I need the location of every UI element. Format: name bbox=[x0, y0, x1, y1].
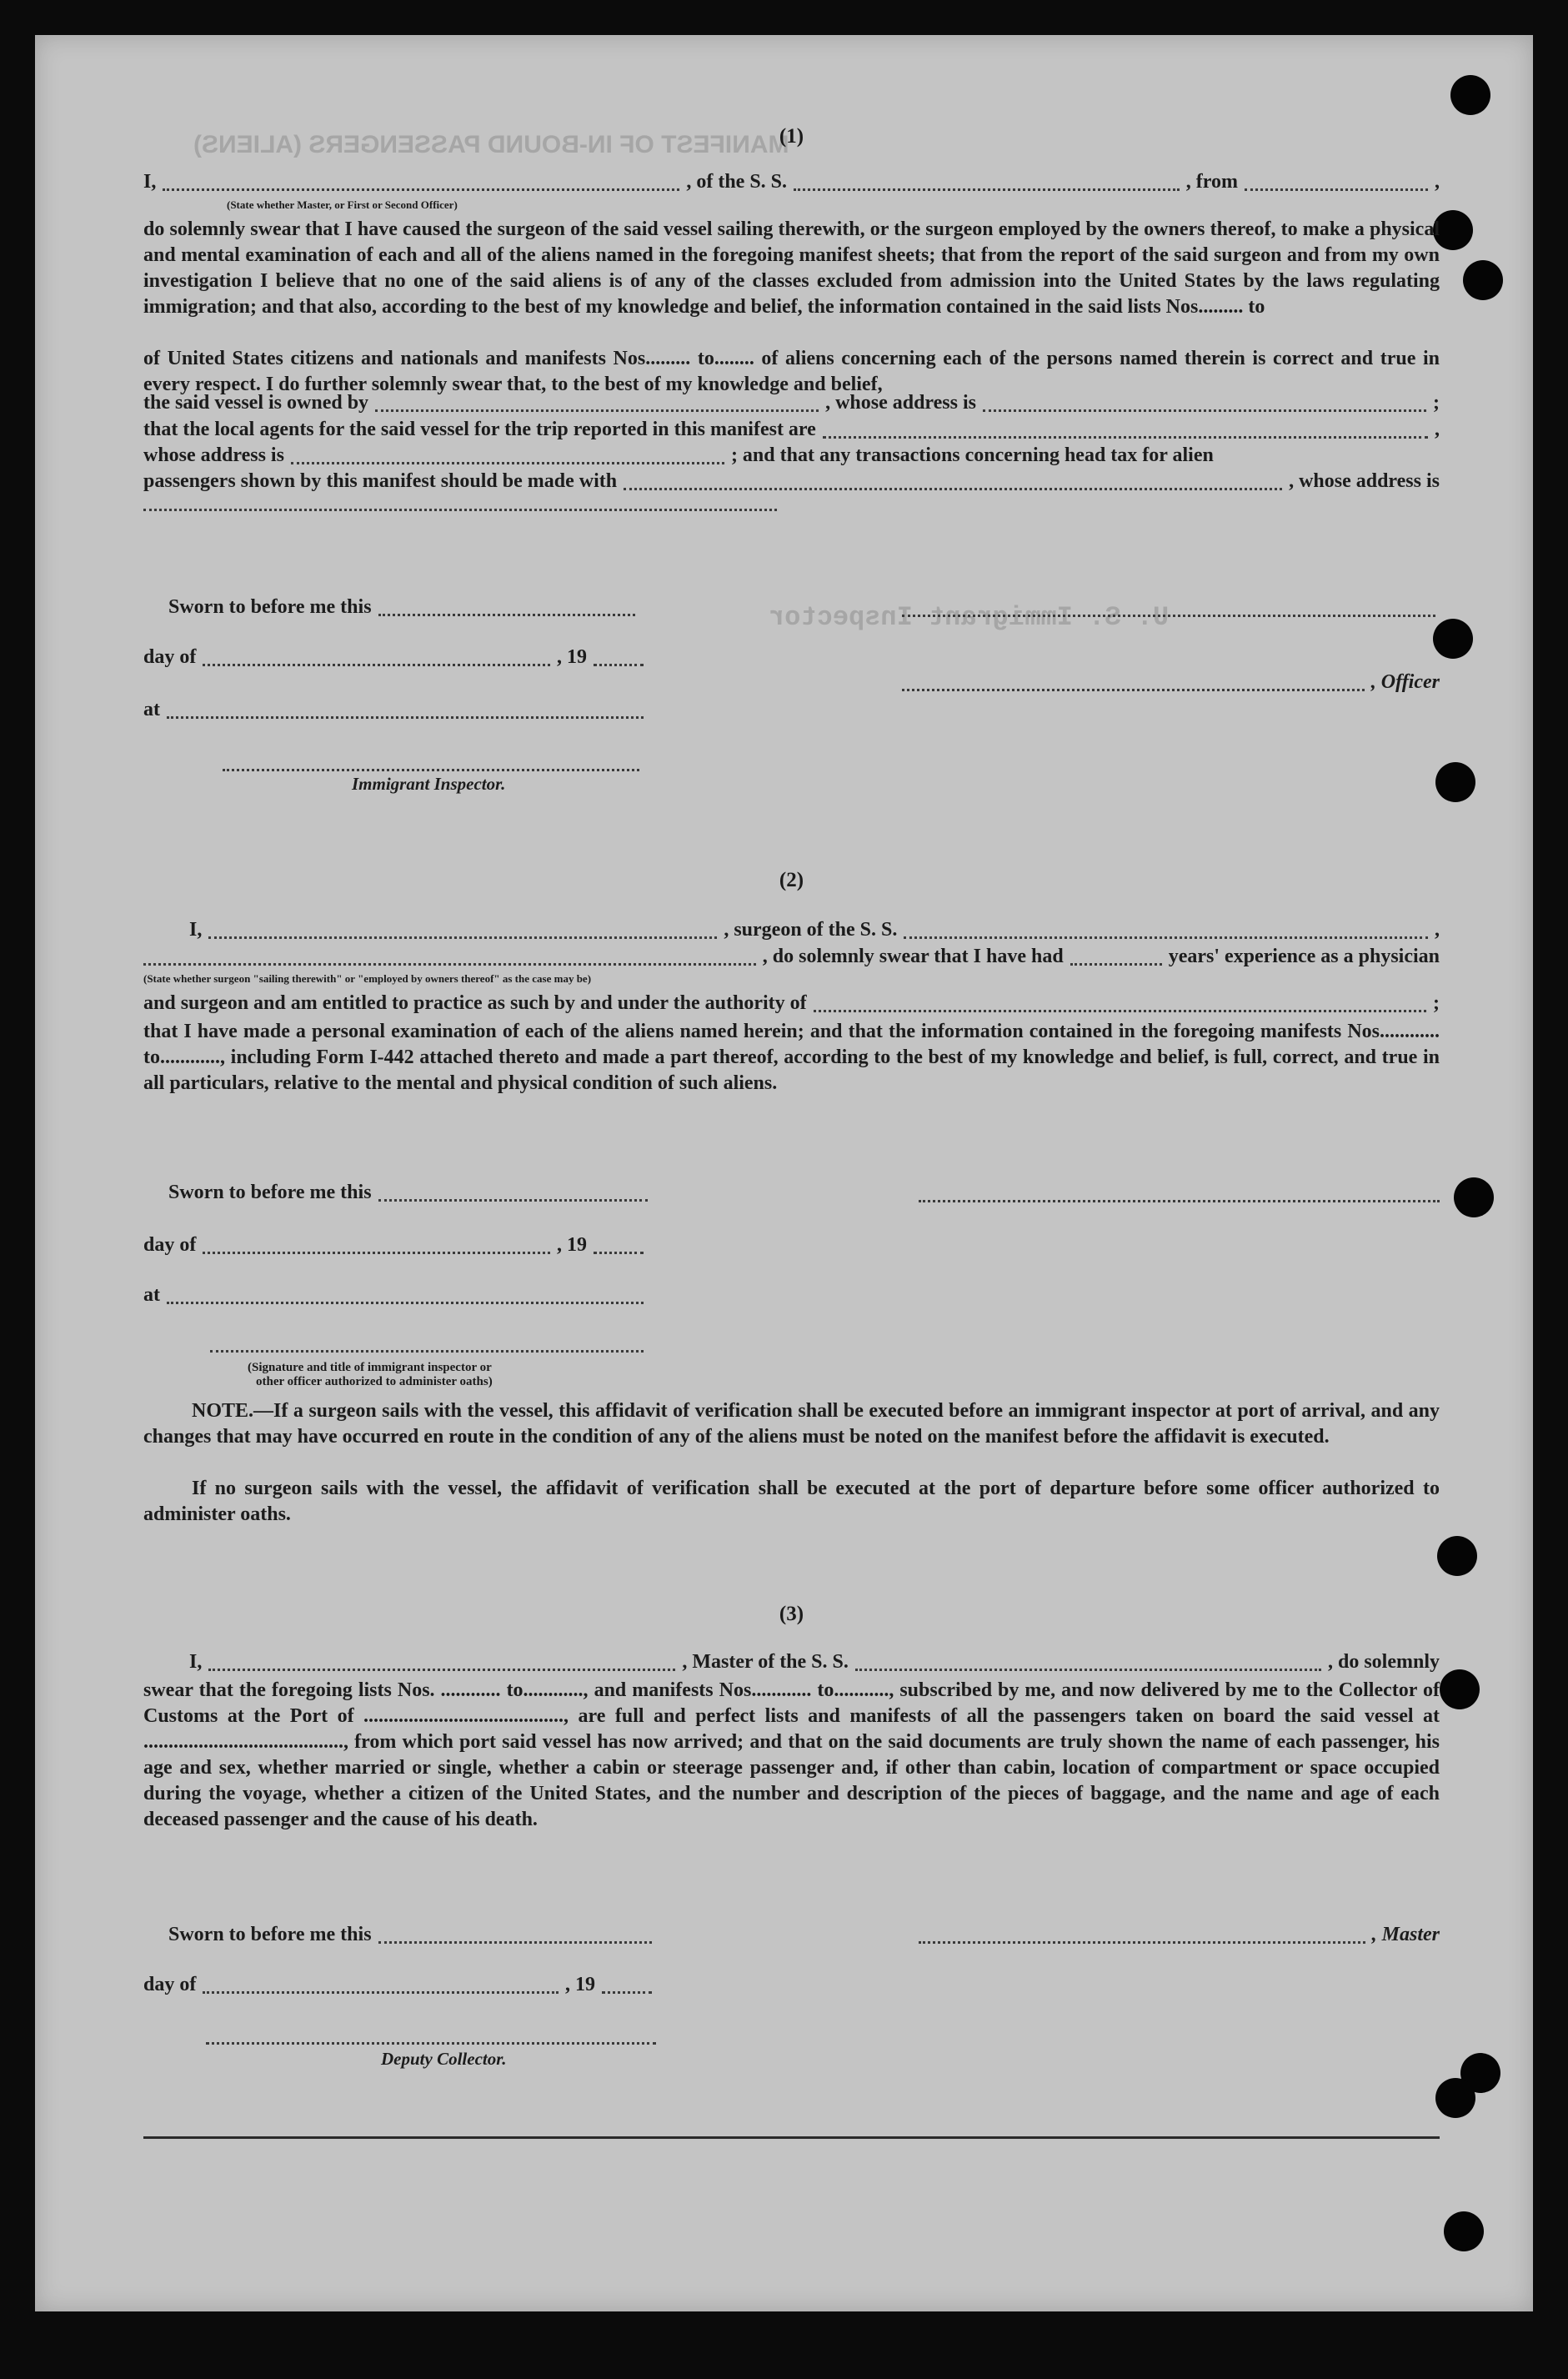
at-place-field[interactable] bbox=[167, 701, 644, 719]
at-line bbox=[143, 1284, 644, 1309]
label: years' experience as a physician bbox=[1168, 946, 1440, 967]
officer-sign-line bbox=[902, 671, 1440, 696]
label: Sworn to before me this bbox=[168, 596, 372, 618]
years-field[interactable] bbox=[1070, 948, 1162, 966]
sworn-date-field[interactable] bbox=[378, 1926, 652, 1944]
label: I, bbox=[189, 1651, 203, 1673]
vessel-name-field[interactable] bbox=[794, 173, 1180, 191]
punch-hole bbox=[1450, 75, 1490, 115]
surgeon-line bbox=[143, 919, 1440, 944]
agents-field[interactable] bbox=[823, 421, 1428, 439]
manifest-back-page bbox=[35, 35, 1533, 2311]
oath-paragraph-cont bbox=[143, 346, 1440, 398]
section-heading: (2) bbox=[779, 869, 804, 891]
label: , surgeon of the S. S. bbox=[724, 919, 898, 941]
administering-officer-signature-field[interactable] bbox=[210, 1348, 644, 1353]
punch-hole bbox=[1454, 1177, 1494, 1217]
section-heading: (3) bbox=[779, 1603, 804, 1625]
agents-address-field[interactable] bbox=[291, 447, 724, 464]
label: , bbox=[1435, 419, 1440, 440]
day-month-field[interactable] bbox=[203, 649, 550, 666]
label: at bbox=[143, 1284, 160, 1306]
label: I, bbox=[143, 171, 157, 193]
note-paragraph-2 bbox=[143, 1476, 1440, 1528]
officer-signature-top-field[interactable] bbox=[902, 613, 1435, 617]
officer-label: , Officer bbox=[1370, 671, 1440, 693]
master-signature-field[interactable] bbox=[919, 1926, 1365, 1944]
bleed-through-header: MANIFEST OF IN-BOUND PASSENGERS (ALIENS) bbox=[193, 131, 789, 158]
day-line bbox=[143, 1974, 652, 1999]
officer-signature-field[interactable] bbox=[902, 674, 1365, 691]
head-tax-party-field[interactable] bbox=[624, 473, 1282, 490]
oath-text: of United States citizens and nationals and manifests Nos......... to........ of aliens concerning each of the persons named therein is correct and true in every respect. I do further solemnly swear that, to the best of my knowledge and belief, bbox=[143, 348, 1440, 395]
day-line bbox=[143, 1234, 644, 1259]
punch-hole bbox=[1437, 1536, 1477, 1576]
punch-hole bbox=[1435, 762, 1475, 802]
officer-caption: (State whether Master, or First or Second Officer) bbox=[227, 198, 458, 211]
day-month-field[interactable] bbox=[203, 1237, 550, 1254]
punch-hole bbox=[1440, 1669, 1480, 1709]
owner-line bbox=[143, 392, 1440, 417]
sworn-line bbox=[168, 1924, 652, 1949]
day-line bbox=[143, 646, 644, 671]
vessel-name-field[interactable] bbox=[904, 921, 1428, 939]
master-oath-paragraph bbox=[143, 1678, 1440, 1833]
sig-caption-1: (Signature and title of immigrant inspector or bbox=[248, 1361, 492, 1374]
label: , 19 bbox=[565, 1974, 595, 1995]
label: ; bbox=[1433, 392, 1440, 414]
note-text: If no surgeon sails with the vessel, the affidavit of verification shall be executed at the port of departure before some officer authorized to administer oaths. bbox=[143, 1478, 1440, 1525]
label: that the local agents for the said vessel for the trip reported in this manifest are bbox=[143, 419, 816, 440]
label: I, bbox=[189, 919, 203, 941]
master-oath-line bbox=[143, 171, 1440, 196]
master-line bbox=[143, 1651, 1440, 1676]
section-heading: (1) bbox=[779, 125, 804, 148]
label: whose address is bbox=[143, 444, 284, 466]
surgeon-caption: (State whether surgeon "sailing therewith" or "employed by owners thereof" as the case may be) bbox=[143, 972, 592, 985]
agents-address-line bbox=[143, 444, 1440, 469]
master-label: , Master bbox=[1371, 1924, 1440, 1945]
deputy-collector-label: Deputy Collector. bbox=[381, 2049, 507, 2069]
sworn-line bbox=[168, 1182, 648, 1207]
head-tax-address-field[interactable] bbox=[143, 507, 777, 511]
punch-hole bbox=[1444, 2211, 1484, 2251]
inspector-signature-field[interactable] bbox=[223, 767, 639, 771]
officer-name-field[interactable] bbox=[163, 173, 679, 191]
owner-address-field[interactable] bbox=[983, 394, 1426, 412]
label: , bbox=[1435, 171, 1440, 193]
label: , do solemnly swear that I have had bbox=[762, 946, 1064, 967]
vessel-name-field[interactable] bbox=[855, 1654, 1321, 1671]
master-name-field[interactable] bbox=[208, 1654, 675, 1671]
oath-text: swear that the foregoing lists Nos. ............ to............, and manifests Nos............ to..........., subscribed by me, and now delivered by me to the Collector of Customs at the Port of ........................................, are full and perfect lists and manifests of all the passengers taken on board the said vessel at ........................................, from which port said vessel has now arrived; and that on the said documents are truly shown the name of each passenger, his age and sex, whether married or single, whether a cabin or steerage passenger and, if other than cabin, location of compartment or space occupied during the voyage, whether a citizen of the United States, and the number and description of the pieces of baggage, and the name and age of each deceased passenger and the cause of his death. bbox=[143, 1679, 1440, 1830]
label: , Master of the S. S. bbox=[682, 1651, 849, 1673]
head-tax-line bbox=[143, 470, 1440, 495]
years-line bbox=[143, 946, 1440, 971]
oath-paragraph bbox=[143, 217, 1440, 320]
authority-line bbox=[143, 992, 1440, 1017]
at-place-field[interactable] bbox=[167, 1287, 644, 1304]
sworn-date-field[interactable] bbox=[378, 1184, 648, 1202]
year-field[interactable] bbox=[602, 1976, 652, 1994]
master-sign-line bbox=[919, 1924, 1440, 1949]
label: and surgeon and am entitled to practice as such by and under the authority of bbox=[143, 992, 807, 1014]
punch-hole bbox=[1435, 2078, 1475, 2118]
authority-field[interactable] bbox=[814, 995, 1426, 1012]
sig-caption-2: other officer authorized to administer oaths) bbox=[256, 1375, 493, 1388]
surgeon-status-field[interactable] bbox=[143, 948, 756, 966]
day-month-field[interactable] bbox=[203, 1976, 559, 1994]
punch-hole bbox=[1463, 260, 1503, 300]
owner-field[interactable] bbox=[375, 394, 819, 412]
year-field[interactable] bbox=[594, 1237, 644, 1254]
surgeon-signature-field[interactable] bbox=[919, 1198, 1440, 1202]
year-field[interactable] bbox=[594, 649, 644, 666]
label: , of the S. S. bbox=[686, 171, 788, 193]
label: , bbox=[1435, 919, 1440, 941]
sworn-line bbox=[168, 596, 635, 621]
label: , whose address is bbox=[825, 392, 976, 414]
at-line bbox=[143, 699, 644, 724]
label: , 19 bbox=[557, 1234, 587, 1256]
label: ; and that any transactions concerning head tax for alien bbox=[730, 444, 1214, 466]
label: the said vessel is owned by bbox=[143, 392, 369, 414]
bottom-rule bbox=[143, 2136, 1440, 2139]
inspector-label: Immigrant Inspector. bbox=[352, 774, 506, 794]
surgeon-oath-paragraph bbox=[143, 1019, 1440, 1097]
label: day of bbox=[143, 1234, 197, 1256]
label: , from bbox=[1185, 171, 1238, 193]
agents-line bbox=[143, 419, 1440, 444]
label: at bbox=[143, 699, 160, 720]
bleed-through-stamp: U. S. Immigrant Inspector bbox=[769, 602, 1170, 633]
label: , 19 bbox=[557, 646, 587, 668]
oath-text: that I have made a personal examination of each of the aliens named herein; and that the information contained in the foregoing manifests Nos............ to............, including Form I-442 attached thereto and made a part thereof, according to the best of my knowledge and belief, is full, correct, and true in all particulars, relative to the mental and physical condition of such aliens. bbox=[143, 1021, 1440, 1094]
label: day of bbox=[143, 646, 197, 668]
label: Sworn to before me this bbox=[168, 1924, 372, 1945]
deputy-collector-signature-field[interactable] bbox=[206, 2040, 656, 2045]
note-text: NOTE.—If a surgeon sails with the vessel, this affidavit of verification shall be executed before an immigrant inspector at port of arrival, and any changes that may have occurred en route in the condition of any of the aliens must be noted on the manifest before the affidavit is executed. bbox=[143, 1400, 1440, 1448]
label: ; bbox=[1433, 992, 1440, 1014]
label: , do solemnly bbox=[1327, 1651, 1440, 1673]
surgeon-name-field[interactable] bbox=[208, 921, 717, 939]
punch-hole bbox=[1433, 619, 1473, 659]
sworn-date-field[interactable] bbox=[378, 599, 635, 616]
from-port-field[interactable] bbox=[1245, 173, 1428, 191]
label: passengers shown by this manifest should be made with bbox=[143, 470, 618, 492]
oath-text: do solemnly swear that I have caused the surgeon of the said vessel sailing therewith, or the surgeon employed by the owners thereof, to make a physical and mental examination of each and all of the aliens named in the foregoing manifest sheets; that from the report of the said surgeon and from my own investigation I believe that no one of the said aliens is of any of the classes excluded from admission into the United States by the laws regulating immigration; and that also, according to the best of my knowledge and belief, the information contained in the said lists Nos......... to bbox=[143, 218, 1440, 318]
label: day of bbox=[143, 1974, 197, 1995]
note-paragraph bbox=[143, 1398, 1440, 1450]
label: , whose address is bbox=[1289, 470, 1440, 492]
label: Sworn to before me this bbox=[168, 1182, 372, 1203]
